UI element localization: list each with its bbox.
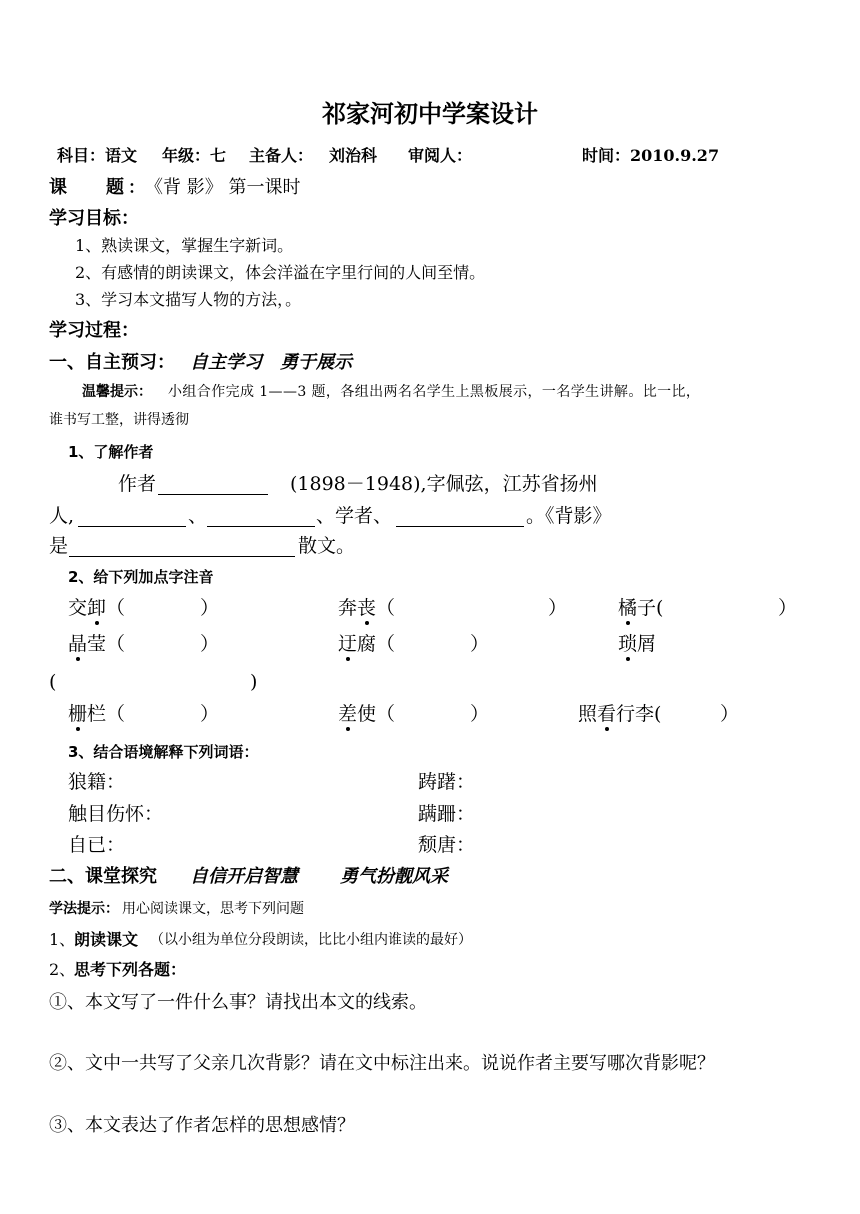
goals-heading: 学习目标： bbox=[49, 208, 139, 229]
pinyin-close: ） bbox=[200, 633, 220, 655]
q1-author-label: 作者 bbox=[118, 473, 157, 495]
q2-heading: 2、给下列加点字注音 bbox=[68, 568, 214, 586]
q1-l3-a: 是 bbox=[49, 535, 69, 557]
pinyin-item: 交卸（ bbox=[68, 597, 126, 619]
method-text: 用心阅读课文，思考下列问题 bbox=[122, 901, 304, 917]
pinyin-close: ） bbox=[200, 597, 220, 619]
pinyin-item: 迂腐（ bbox=[338, 633, 396, 655]
q1-blank-author[interactable] bbox=[158, 475, 268, 495]
q1-l2-a: 人, bbox=[49, 505, 75, 527]
item1-note: （以小组为单位分段朗读，比比小组内谁读的最好） bbox=[150, 932, 472, 948]
q1-l2-c: 、学者、 bbox=[316, 505, 393, 527]
question: ①、本文写了一件什么事？请找出本文的线索。 bbox=[49, 992, 427, 1013]
q3-term: 自已： bbox=[68, 834, 126, 856]
q1-l2-d: 。《背影》 bbox=[526, 505, 612, 527]
q1-blank-4[interactable] bbox=[396, 507, 524, 527]
pinyin-item: 照看行李( bbox=[578, 703, 662, 725]
lesson-colon: ： bbox=[128, 178, 145, 198]
pinyin-item: 差使（ bbox=[338, 703, 396, 725]
q1-heading: 1、了解作者 bbox=[68, 443, 154, 461]
q1-blank-5[interactable] bbox=[69, 537, 295, 557]
pinyin-wrap-open: ( bbox=[49, 671, 57, 693]
q1-l3-b: 散文。 bbox=[298, 535, 356, 557]
part2-heading: 二、课堂探究 bbox=[49, 866, 157, 887]
goal-item: 2、有感情的朗读课文，体会洋溢在字里行间的人间至情。 bbox=[75, 263, 486, 282]
q1-blank-3[interactable] bbox=[207, 507, 315, 527]
lesson-label-b: 题 bbox=[106, 177, 124, 198]
pinyin-wrap-close: ) bbox=[250, 671, 258, 693]
goal-item: 3、学习本文描写人物的方法，。 bbox=[75, 290, 302, 309]
tip-text-cont: 谁书写工整，讲得透彻 bbox=[49, 412, 189, 428]
meta-subject: 科目：语文 bbox=[57, 146, 138, 165]
meta-grade: 年级：七 bbox=[162, 146, 227, 165]
pinyin-item: 奔丧（ bbox=[338, 597, 396, 619]
goal-item: 1、熟读课文，掌握生字新词。 bbox=[75, 236, 294, 255]
pinyin-item: 晶莹（ bbox=[68, 633, 126, 655]
meta-reviewer: 审阅人： bbox=[408, 146, 473, 165]
meta-time: 时间：2010.9.27 bbox=[582, 146, 720, 165]
part1-heading: 一、自主预习： bbox=[49, 352, 175, 373]
part2-slogan-b: 勇气扮靓风采 bbox=[340, 866, 448, 887]
pinyin-close: ） bbox=[778, 597, 798, 619]
meta-preparer: 刘治科 bbox=[329, 146, 378, 165]
tip-text: 小组合作完成 1——3 题，各组出两名名学生上黑板展示，一名学生讲解。比一比， bbox=[168, 384, 701, 400]
pinyin-close: ） bbox=[720, 703, 740, 725]
part1-slogan: 自主学习 勇于展示 bbox=[190, 352, 352, 373]
pinyin-item: 橘子( bbox=[618, 597, 664, 619]
q1-blank-2[interactable] bbox=[78, 507, 186, 527]
q3-term: 触目伤怀： bbox=[68, 803, 164, 825]
q1-l2-b: 、 bbox=[188, 505, 208, 527]
item1-num: 1、 bbox=[49, 930, 76, 949]
q3-term: 狼籍： bbox=[68, 771, 126, 793]
q3-heading: 3、结合语境解释下列词语： bbox=[68, 743, 259, 761]
question: ③、本文表达了作者怎样的思想感情？ bbox=[49, 1115, 355, 1136]
lesson-label-a: 课 bbox=[49, 177, 67, 198]
meta-preparer-label: 主备人： bbox=[249, 146, 314, 165]
tip-label: 温馨提示： bbox=[82, 384, 152, 400]
pinyin-close: ） bbox=[470, 703, 490, 725]
method-label: 学法提示： bbox=[49, 901, 119, 917]
pinyin-close: ） bbox=[548, 597, 568, 619]
part2-slogan-a: 自信开启智慧 bbox=[190, 866, 298, 887]
pinyin-item: 琐屑 bbox=[618, 633, 657, 655]
q1-author-info: (1898－1948),字佩弦，江苏省扬州 bbox=[290, 473, 598, 495]
q3-term: 踌躇： bbox=[418, 771, 476, 793]
q3-term: 蹒跚： bbox=[418, 803, 476, 825]
process-heading: 学习过程： bbox=[49, 320, 139, 341]
page-title: 祁家河初中学案设计 bbox=[322, 99, 538, 128]
item2-label: 思考下列各题： bbox=[74, 960, 187, 979]
lesson-value: 《背 影》 第一课时 bbox=[145, 177, 301, 198]
question: ②、文中一共写了父亲几次背影？请在文中标注出来。说说作者主要写哪次背影呢？ bbox=[49, 1053, 715, 1074]
pinyin-close: ） bbox=[200, 703, 220, 725]
item1-label: 朗读课文 bbox=[74, 930, 139, 949]
q3-term: 颓唐： bbox=[418, 834, 476, 856]
pinyin-close: ） bbox=[470, 633, 490, 655]
item2-num: 2、 bbox=[49, 960, 76, 979]
pinyin-item: 栅栏（ bbox=[68, 703, 126, 725]
